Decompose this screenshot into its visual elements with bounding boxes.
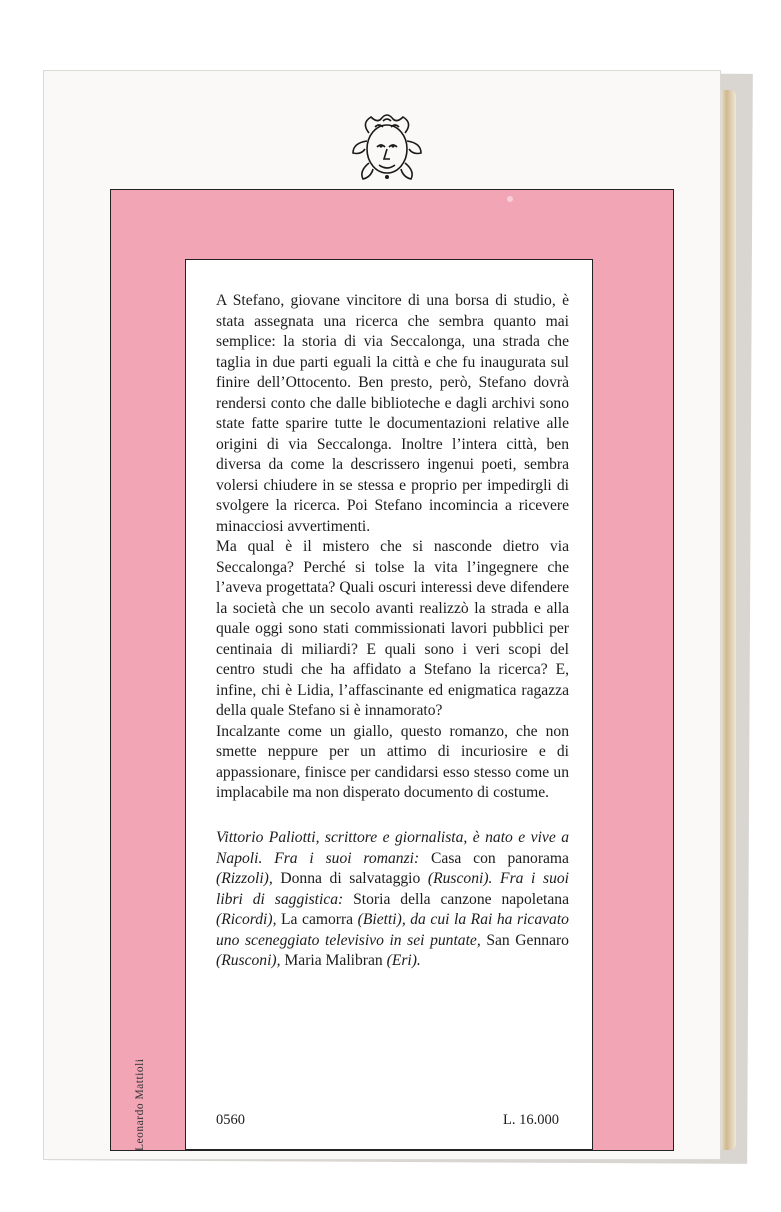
bio-segment: (Rizzoli), <box>216 870 281 887</box>
bio-title: San Gennaro <box>486 931 569 949</box>
mask-emblem-icon <box>347 111 427 185</box>
bio-segment: Vittorio Paliotti, scrittore e giornalista, è nato e vive a Napoli. Fra i suoi romanzi: <box>216 829 569 867</box>
bio-title: La camorra <box>281 911 358 928</box>
author-bio <box>216 828 569 972</box>
bio-title: Casa con panorama <box>431 849 569 867</box>
price-label: L. 16.000 <box>503 1112 559 1128</box>
text-panel <box>185 259 593 1150</box>
bio-segment: (Ricordi), <box>216 911 282 928</box>
bio-title: Storia della canzone napoletana <box>353 890 569 908</box>
blurb-paragraph: A Stefano, giovane vincitore di una borsa di studio, è stata assegnata una ricerca che sembra quanto mai semplice: la storia di via Seccalonga, una strada che taglia in due parti eguali la città e che fu inaugurata sul finire dell’Ottocento. Ben presto, però, Stefano dovrà rendersi conto che dalle biblioteche e dagli archivi sono state fatte sparire tutte le documentazioni relative alle origini di via Seccalonga. Inoltre l’intera città, ben diversa da come la descrissero ingenui poeti, sembra volersi chiudere in se stessa e proprio per impedirgli di svolgere la ricerca. Poi Stefano incomincia a ricevere minacciosi avvertimenti. <box>216 292 569 535</box>
book-back-cover <box>43 70 721 1160</box>
blurb-paragraph: Ma qual è il mistero che si nasconde dietro via Seccalonga? Perché si tolse la vita l’ingegnere che l’aveva progettata? Quali oscuri interessi deve difendere la società che un secolo avanti realizzò la strada e alla quale oggi sono stati commissionati lavori pubblici per centinaia di miliardi? E quali sono i veri scopi del centro studi che ha affidato a Stefano la ricerca? E, infine, chi è Lidia, l’affascinante ed enigmatica ragazza della quale Stefano si è innamorato? <box>216 538 569 719</box>
bio-title: Donna di salvataggio <box>280 870 428 887</box>
bio-segment: (Rusconi). Fra i suoi libri di saggistica: <box>216 870 569 908</box>
bio-segment: (Bietti), da cui la Rai ha ricavato uno sceneggiato televisivo in sei puntate, <box>216 911 569 949</box>
bio-segment: (Rusconi), <box>216 952 285 969</box>
blurb-text <box>216 291 569 804</box>
catalog-code: 0560 <box>216 1112 245 1128</box>
pink-frame <box>110 189 674 1151</box>
cover-credit: Leonardo Mattioli <box>134 1058 146 1151</box>
blurb-paragraph: Incalzante come un giallo, questo romanzo, che non smette neppure per un attimo di incuriosire e di appassionare, finisce per candidarsi esso stesso come un implacabile ma non disperato documento di costume. <box>216 722 569 801</box>
bio-title: Maria Malibran <box>284 952 387 969</box>
frame-speck <box>507 196 513 202</box>
bio-segment: (Eri). <box>386 952 421 969</box>
